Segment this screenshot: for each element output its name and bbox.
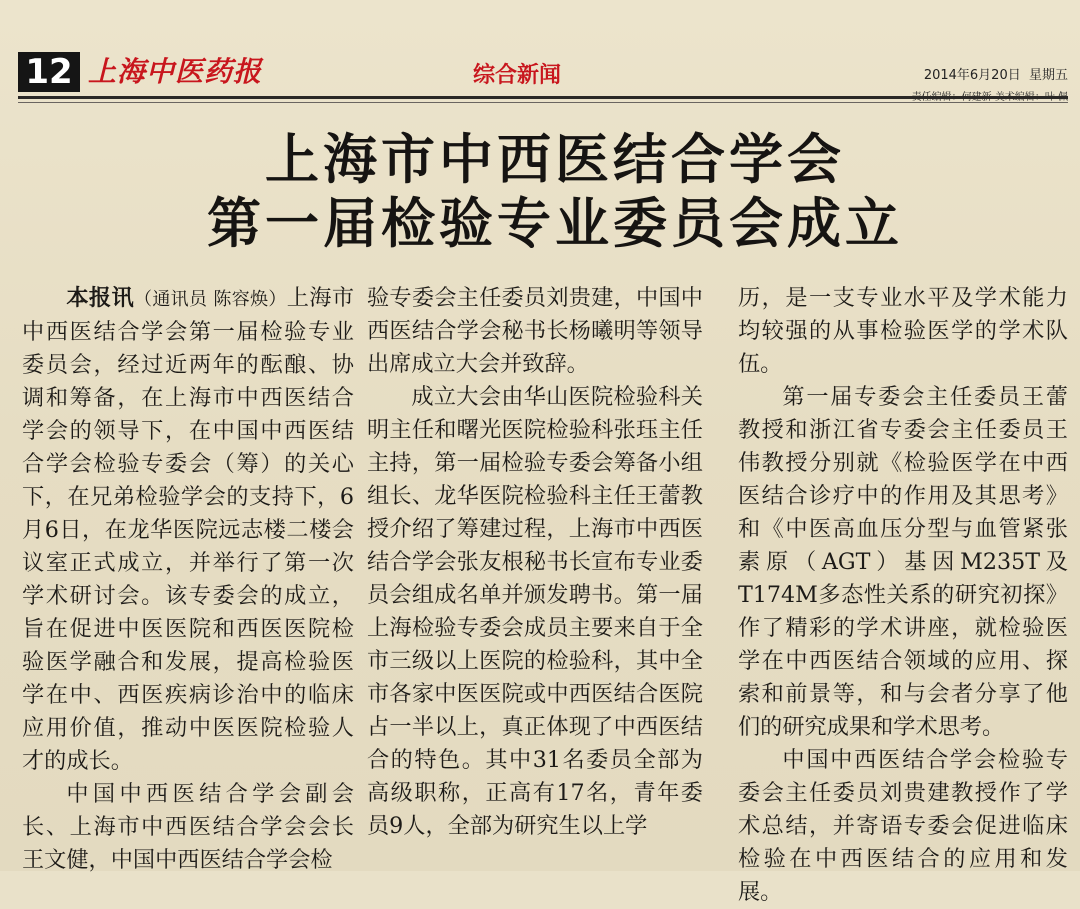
weekday: 星期五: [1028, 68, 1068, 83]
article-paragraph: 中国中西医结合学会副会长、上海市中西医结合学会会长王文健，中国中西医结合学会检: [22, 781, 354, 873]
headline-line-2: 第一届检验专业委员会成立: [207, 192, 903, 255]
headline-line-1: 上海市中西医结合学会: [265, 128, 845, 191]
page-number: 12: [18, 52, 80, 92]
article-column-2: [367, 282, 703, 843]
paragraph-text: 上海市中西医结合学会第一届检验专业委员会，经过近两年的酝酿、协调和筹备，在上海市中西医结合学会的领导下，在中国中西医结合学会检验专委会（筹）的关心下，在兄弟检验学会的支持下，6月6日，在龙华医院远志楼二楼会议室正式成立，并举行了第一次学术研讨会。该专委会的成立，旨在促进中医医院和西医医院检验医学融合和发展，提高检验医学在中、西医疾病诊治中的临床应用价值，推动中医医院检验人才的成长。: [22, 285, 355, 774]
article-column-1: [22, 282, 354, 877]
masthead: [18, 50, 1068, 100]
header-rule: [18, 96, 1068, 99]
byline: （通讯员 陈容焕）: [133, 289, 287, 310]
paper-name-logo: 上海中医药报: [88, 55, 263, 88]
article-paragraph: 成立大会由华山医院检验科关明主任和曙光医院检验科张珏主任主持，第一届检验专委会筹备小组组长、龙华医院检验科主任王蕾教授介绍了筹建过程，上海市中西医结合学会张友根秘书长宣布专业委员会组成名单并颁发聘书。第一届上海检验专委会成员主要来自于全市三级以上医院的检验科，其中全市各家中医医院或中西医结合医院占一半以上，真正体现了中西医结合的特色。其中31名委员全部为高级职称，正高有17名，青年委员9人，全部为研究生以上学: [367, 384, 703, 839]
article-paragraph: 验专委会主任委员刘贵建，中国中西医结合学会秘书长杨曦明等领导出席成立大会并致辞。: [367, 285, 703, 377]
section-title: 综合新闻: [473, 63, 562, 88]
article-paragraph: 中国中西医结合学会检验专委会主任委员刘贵建教授作了学术总结，并寄语专委会促进临床检验在中西医结合的应用和发展。: [738, 747, 1068, 905]
header-rule-thin: [18, 102, 1068, 103]
date: 2014年6月20日: [923, 68, 1021, 83]
article-paragraph: 历，是一支专业水平及学术能力均较强的从事检验医学的学术队伍。: [738, 285, 1068, 377]
lead-label: 本报讯: [66, 285, 134, 311]
article-paragraph: 第一届专委会主任委员王蕾教授和浙江省专委会主任委员王伟教授分别就《检验医学在中西医结合诊疗中的作用及其思考》和《中医高血压分型与血管紧张素原（AGT）基因M235T及T174M多态性关系的研究初探》作了精彩的学术讲座，就检验医学在中西医结合领域的应用、探索和前景等，和与会者分享了他们的研究成果和学术思考。: [738, 384, 1068, 740]
issue-date: [924, 64, 1068, 83]
article-column-3: [738, 282, 1068, 909]
article-paragraph: [22, 282, 354, 778]
headline: [0, 128, 1080, 256]
